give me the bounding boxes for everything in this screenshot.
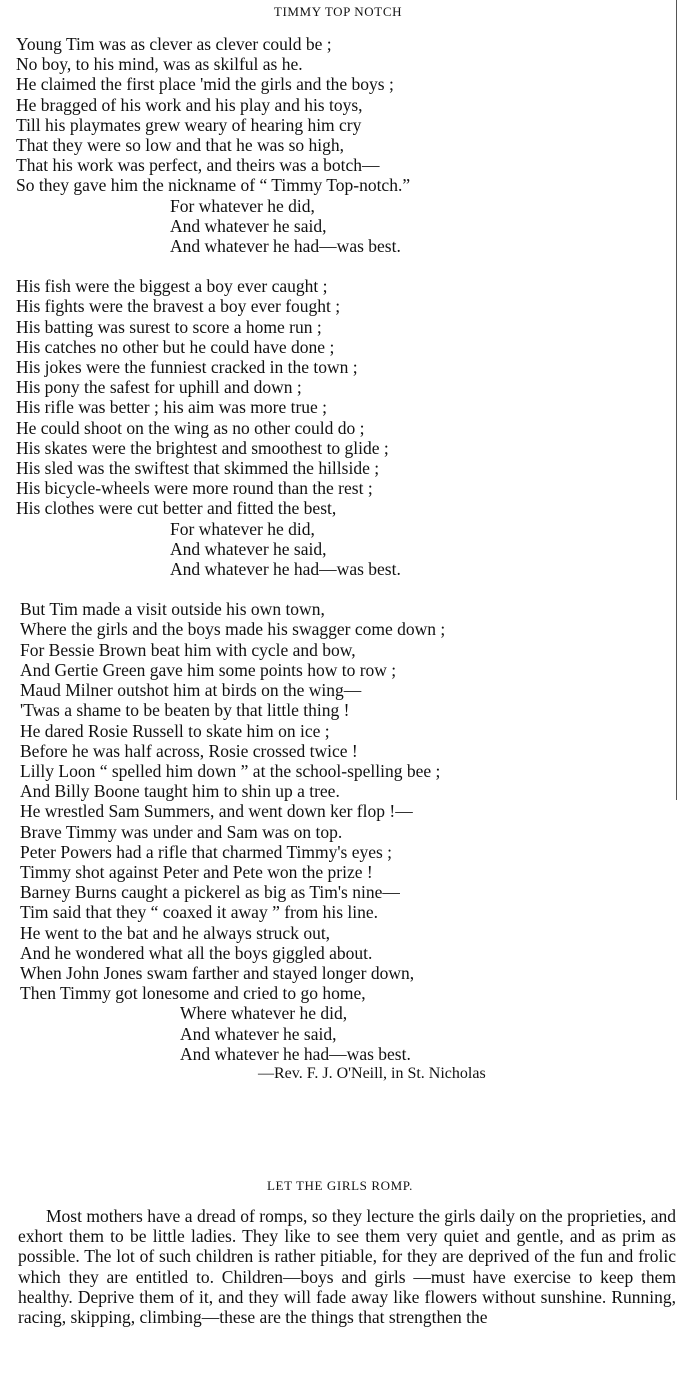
stanza-1	[16, 34, 676, 256]
poem-line: His sled was the swiftest that skimmed the hillside ;	[16, 458, 380, 479]
poem-line: He wrestled Sam Summers, and went down ker flop !—	[20, 801, 413, 822]
poem-line: Young Tim was as clever as clever could be ;	[16, 34, 332, 54]
poem-line: So they gave him the nickname of “ Timmy Top-notch.”	[16, 175, 411, 196]
poem-line: His clothes were cut better and fitted the best,	[16, 498, 337, 519]
article-text: Most mothers have a dread of romps, so they lecture the girls daily on the proprieties, and exhort them to be little ladies. They like to see them very quiet and gentle, and as prim as possible. The lot of such children is rather pitiable, for they are deprived of the fun and frolic which they are entitled to. Children—boys and girls —must have exercise to keep them healthy. Deprive them of it, and they will fade away like flowers without sunshine. Running, racing, skipping, climbing—these are the things that strengthen the	[18, 1206, 676, 1328]
poem-line: He dared Rosie Russell to skate him on ice ;	[20, 720, 330, 741]
refrain-line: And whatever he said,	[180, 1023, 337, 1044]
poem-line: For Bessie Brown beat him with cycle and bow,	[20, 639, 356, 660]
poem-body	[0, 34, 676, 1064]
poem-line: His pony the safest for uphill and down ;	[16, 377, 302, 398]
poem-section	[0, 4, 676, 1084]
poem-line: And he wondered what all the boys giggled about.	[20, 942, 373, 963]
poem-line: Lilly Loon “ spelled him down ” at the school-spelling bee ;	[20, 760, 441, 781]
poem-line: His bicycle-wheels were more round than the rest ;	[16, 478, 373, 499]
poem-line: His rifle was better ; his aim was more true ;	[16, 397, 328, 418]
stanza-gap	[16, 256, 676, 276]
poem-line: His fish were the biggest a boy ever caught ;	[16, 276, 328, 297]
poem-line: He claimed the first place 'mid the girls and the boys ;	[16, 74, 394, 95]
poem-line: He could shoot on the wing as no other could do ;	[16, 417, 365, 438]
poem-line: Brave Timmy was under and Sam was on top.	[20, 821, 343, 842]
poem-line: His skates were the brightest and smoothest to glide ;	[16, 437, 389, 458]
refrain-line: For whatever he did,	[170, 195, 315, 216]
poem-line: Barney Burns caught a pickerel as big as Tim's nine—	[20, 882, 400, 903]
poem-attribution: —Rev. F. J. O'Neill, in St. Nicholas	[258, 1064, 486, 1082]
poem-line: His catches no other but he could have done ;	[16, 336, 335, 357]
poem-title: TIMMY TOP NOTCH	[273, 4, 403, 19]
poem-line: His jokes were the funniest cracked in the town ;	[16, 357, 358, 378]
poem-line: He went to the bat and he always struck out,	[20, 922, 331, 943]
poem-line: 'Twas a shame to be beaten by that little thing !	[20, 700, 350, 721]
article-title: LET THE GIRLS ROMP.	[267, 1178, 413, 1193]
poem-line: Maud Milner outshot him at birds on the wing—	[20, 680, 362, 701]
poem-line: Before he was half across, Rosie crossed twice !	[20, 740, 358, 761]
refrain-line: Where whatever he did,	[180, 1003, 348, 1024]
poem-line: Where the girls and the boys made his swagger come down ;	[20, 619, 446, 640]
poem-line: And Gertie Green gave him some points how to row ;	[20, 659, 397, 680]
stanza-2	[16, 276, 676, 579]
refrain-line: And whatever he had—was best.	[170, 236, 401, 257]
poem-line: Peter Powers had a rifle that charmed Timmy's eyes ;	[20, 841, 393, 862]
refrain-line: And whatever he had—was best.	[180, 1043, 411, 1064]
stanza-3	[16, 599, 676, 1064]
article-body	[0, 1206, 680, 1327]
poem-line: When John Jones swam farther and stayed longer down,	[20, 962, 415, 983]
poem-line: That his work was perfect, and theirs was a botch—	[16, 155, 380, 176]
poem-line: His fights were the bravest a boy ever fought ;	[16, 296, 341, 317]
poem-line: That they were so low and that he was so high,	[16, 135, 345, 156]
stanza-gap	[16, 579, 676, 599]
poem-line: But Tim made a visit outside his own town,	[20, 599, 325, 620]
poem-line: He bragged of his work and his play and his toys,	[16, 94, 363, 115]
poem-line: Till his playmates grew weary of hearing him cry	[16, 114, 362, 135]
article-section	[0, 1178, 680, 1327]
refrain-line: For whatever he did,	[170, 518, 315, 539]
poem-line: Timmy shot against Peter and Pete won the prize !	[20, 861, 373, 882]
refrain-line: And whatever he said,	[170, 215, 327, 236]
poem-line: No boy, to his mind, was as skilful as he.	[16, 54, 303, 75]
poem-line: His batting was surest to score a home run ;	[16, 316, 322, 337]
poem-line: Tim said that they “ coaxed it away ” from his line.	[20, 902, 379, 923]
poem-line: And Billy Boone taught him to shin up a tree.	[20, 781, 340, 802]
refrain-line: And whatever he had—was best.	[170, 559, 401, 580]
poem-line: Then Timmy got lonesome and cried to go home,	[20, 983, 366, 1004]
refrain-line: And whatever he said,	[170, 538, 327, 559]
column-rule	[676, 0, 677, 800]
